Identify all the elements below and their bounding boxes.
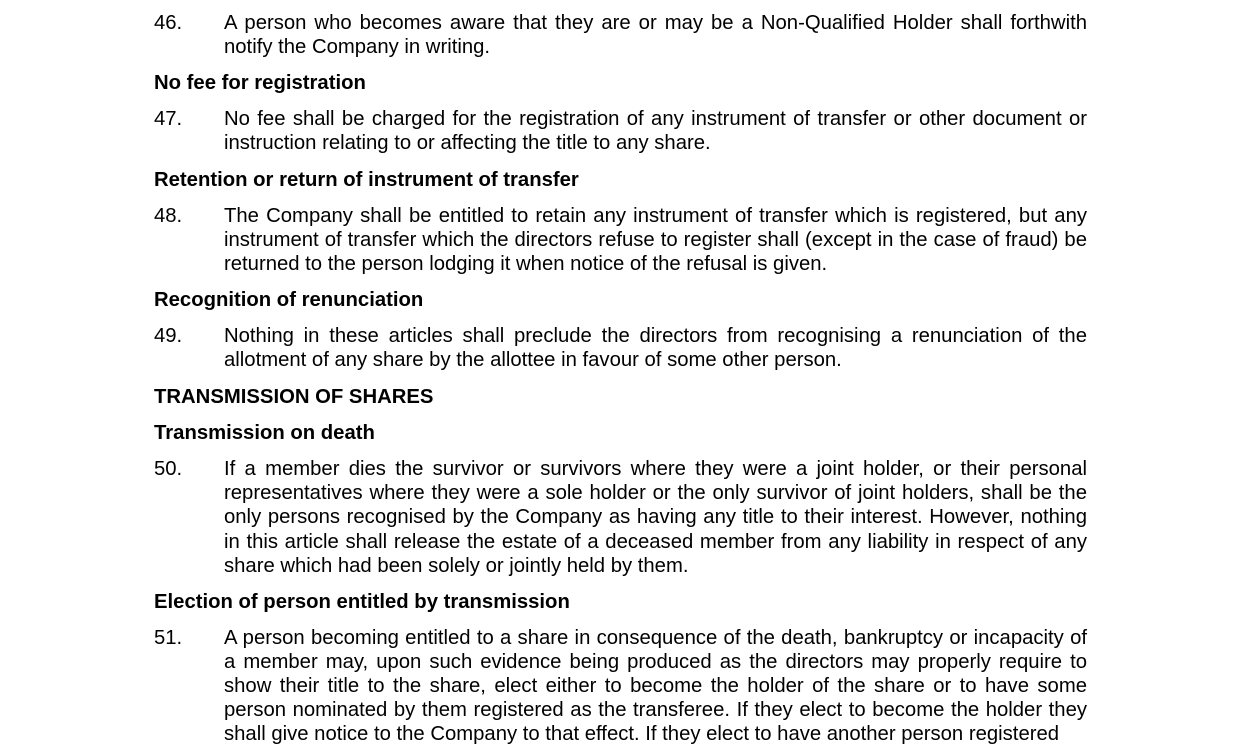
document-page: [154, 0, 1087, 747]
article-50: [154, 457, 1087, 577]
article-47: [154, 107, 1087, 155]
article-number: 49.: [154, 325, 183, 348]
article-text: A person becoming entitled to a share in consequence of the death, bankruptcy or incapacity of a member may, upon such evidence being produced as the directors may properly require to show their title to the share, elect either to become the holder of the share or to have some person nominated by them registered as the transferee. If they elect to become the holder they shall give notice to the Company to that effect. If they elect to have another person registered: [224, 627, 1087, 746]
article-51: [154, 626, 1087, 746]
section-heading-recognition: Recognition of renunciation: [154, 289, 424, 312]
section-heading-retention: Retention or return of instrument of transfer: [154, 168, 579, 191]
article-number: 48.: [154, 204, 183, 227]
section-heading-transmission-of-shares: TRANSMISSION OF SHARES: [154, 385, 434, 408]
article-number: 47.: [154, 108, 183, 131]
article-text: If a member dies the survivor or survivors where they were a joint holder, or their personal representatives where they were a sole holder or the only survivor of joint holders, shall be the only persons recognised by the Company as having any title to their interest. However, nothing in this article shall release the estate of a deceased member from any liability in respect of any share which had been solely or jointly held by them.: [224, 458, 1087, 577]
section-heading-election: Election of person entitled by transmission: [154, 590, 570, 613]
article-number: 46.: [154, 11, 183, 34]
article-46: [154, 11, 1087, 59]
article-text: No fee shall be charged for the registration of any instrument of transfer or other document or instruction relating to or affecting the title to any share.: [224, 108, 1087, 155]
section-heading-transmission-on-death: Transmission on death: [154, 422, 375, 445]
article-49: [154, 324, 1087, 372]
article-number: 50.: [154, 458, 183, 481]
article-number: 51.: [154, 627, 183, 650]
article-text: Nothing in these articles shall preclude the directors from recognising a renunciation of the allotment of any share by the allottee in favour of some other person.: [224, 325, 1087, 372]
section-heading-no-fee: No fee for registration: [154, 71, 366, 94]
article-text: The Company shall be entitled to retain any instrument of transfer which is registered, but any instrument of transfer which the directors refuse to register shall (except in the case of fraud) be returned to the person lodging it when notice of the refusal is given.: [224, 204, 1087, 275]
article-48: [154, 204, 1087, 276]
article-text: A person who becomes aware that they are or may be a Non-Qualified Holder shall forthwith notify the Company in writing.: [224, 11, 1087, 58]
